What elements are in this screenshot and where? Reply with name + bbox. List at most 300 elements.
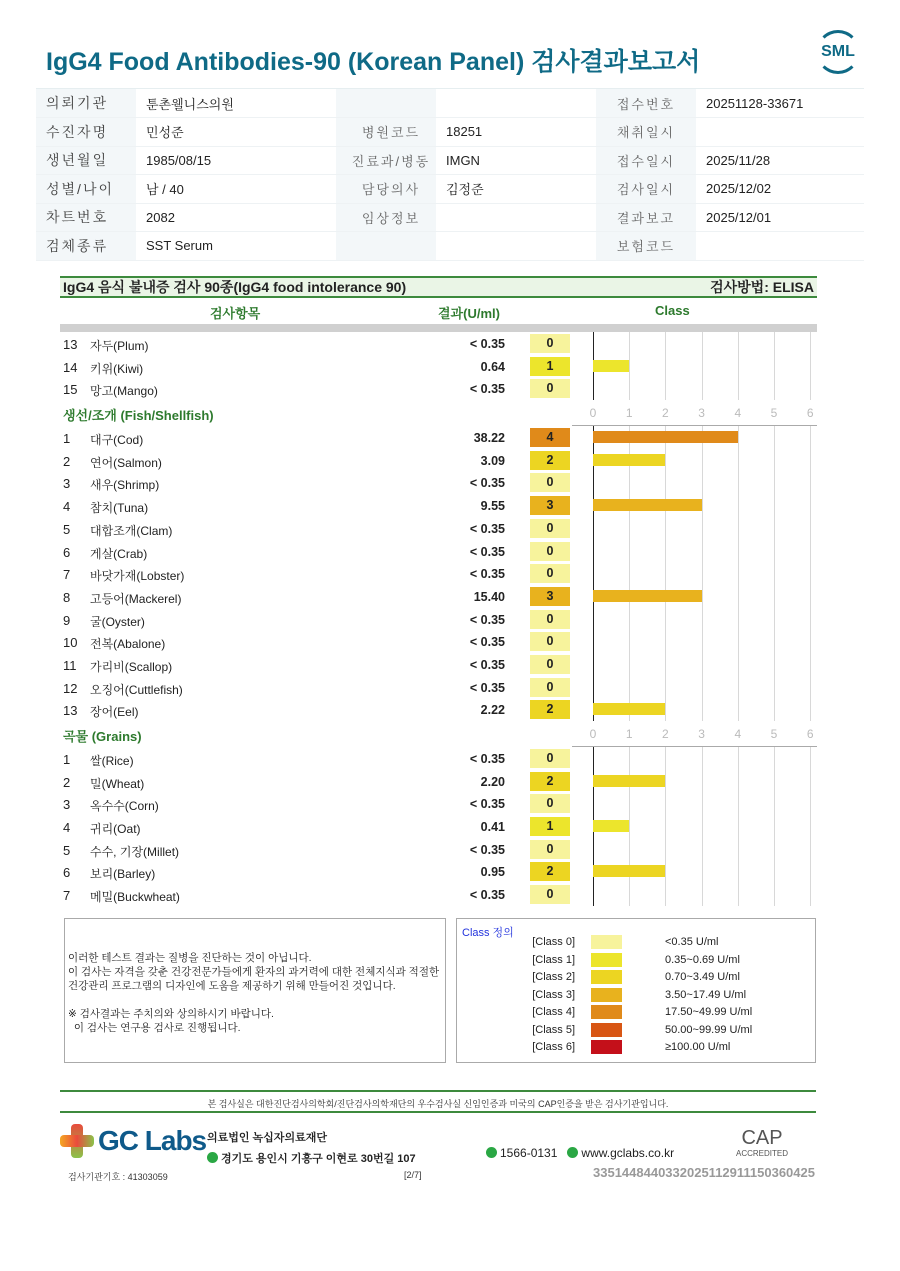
class-range: 0.70~3.49 U/ml: [665, 971, 740, 983]
gridline: [774, 792, 775, 815]
class-swatch: [591, 1023, 622, 1037]
location-icon: [207, 1152, 218, 1163]
class-badge: 0: [530, 749, 570, 768]
gridline: [665, 770, 666, 793]
gridline: [702, 747, 703, 770]
class-def-row: [457, 1004, 815, 1022]
gridline: [593, 747, 594, 770]
class-badge: 0: [530, 542, 570, 561]
table-row: [60, 883, 817, 906]
gridline: [774, 377, 775, 400]
class-def-row: [457, 952, 815, 970]
gridline: [665, 332, 666, 355]
gridline: [774, 517, 775, 540]
cap-text: CAP: [741, 1127, 783, 1149]
gridline: [738, 540, 739, 563]
item-number: 6: [63, 544, 71, 560]
disclaimer-box: [64, 918, 446, 1063]
item-number: 10: [63, 635, 78, 651]
item-name: 바닷가재(Lobster): [90, 569, 185, 584]
gridline: [665, 471, 666, 494]
item-result: < 0.35: [469, 337, 505, 351]
item-name: 귀리(Oat): [90, 822, 141, 837]
gridline: [810, 426, 811, 449]
gridline: [774, 562, 775, 585]
gridline: [774, 355, 775, 378]
class-tick-label: 5: [770, 406, 778, 421]
item-number: 5: [63, 521, 71, 537]
section-title: 곡물 (Grains): [63, 729, 142, 744]
info-value: 민성준: [136, 118, 336, 147]
gridline: [774, 630, 775, 653]
gridline: [593, 377, 594, 400]
gridline: [738, 426, 739, 449]
gridline: [702, 698, 703, 721]
class-label: [Class 2]: [532, 971, 575, 983]
gridline: [810, 355, 811, 378]
gridline: [593, 332, 594, 355]
gridline: [593, 676, 594, 699]
org-info: [207, 1129, 416, 1171]
gridline: [665, 562, 666, 585]
col-class: Class: [655, 303, 690, 318]
info-value: SST Serum: [136, 232, 336, 261]
class-badge: 0: [530, 794, 570, 813]
table-row: [60, 540, 817, 563]
gridline: [810, 860, 811, 883]
gridline: [738, 838, 739, 861]
class-badge: 2: [530, 451, 570, 470]
gridline: [810, 653, 811, 676]
class-def-title: Class 정의: [462, 927, 514, 939]
gridline: [702, 860, 703, 883]
class-def-row: [457, 934, 815, 952]
gridline: [702, 585, 703, 608]
table-row: [60, 630, 817, 653]
table-row: [60, 838, 817, 861]
class-range: 0.35~0.69 U/ml: [665, 953, 740, 966]
class-bar: [593, 590, 702, 602]
class-tick-label: 6: [806, 406, 814, 421]
disclaimer-line: [68, 993, 445, 1007]
item-result: < 0.35: [469, 797, 505, 812]
gridline: [774, 494, 775, 517]
class-tick-label: 0: [589, 727, 597, 741]
gridline: [665, 838, 666, 861]
gridline: [738, 494, 739, 517]
gridline: [774, 860, 775, 883]
class-swatch: [591, 1040, 622, 1054]
gridline: [629, 653, 630, 676]
table-row: [60, 676, 817, 699]
gridline: [593, 838, 594, 861]
info-label: 담당의사: [336, 175, 436, 204]
item-result: < 0.35: [469, 752, 505, 766]
gridline: [810, 540, 811, 563]
item-number: 12: [63, 680, 78, 696]
item-number: 7: [63, 567, 71, 583]
gridline: [629, 815, 630, 838]
table-row: [60, 585, 817, 608]
gridline: [810, 676, 811, 699]
class-badge: 3: [530, 496, 570, 515]
gridline: [738, 355, 739, 378]
info-value: [436, 232, 596, 261]
gridline: [665, 608, 666, 631]
item-number: 14: [63, 359, 78, 375]
info-value: 1985/08/15: [136, 146, 336, 175]
table-row: [60, 698, 817, 721]
item-name: 연어(Salmon): [90, 455, 162, 470]
item-result: < 0.35: [469, 657, 505, 672]
class-tick-label: 2: [662, 406, 669, 421]
item-result: < 0.35: [469, 544, 505, 559]
gridline: [702, 377, 703, 400]
gridline: [702, 770, 703, 793]
cap-logo: [736, 1127, 789, 1162]
gridline: [629, 355, 630, 378]
gridline: [629, 676, 630, 699]
gridline: [593, 883, 594, 906]
class-def-row: [457, 987, 815, 1005]
class-bar: [593, 775, 665, 787]
gridline: [665, 883, 666, 906]
item-name: 밀(Wheat): [90, 776, 145, 791]
class-bar: [593, 865, 665, 877]
phone-icon: [486, 1147, 497, 1158]
table-row: [60, 653, 817, 676]
info-label: 생년월일: [36, 146, 136, 175]
disclaimer-line: 이 검사는 연구용 검사로 진행됩니다.: [68, 1022, 241, 1034]
info-label: 의뢰기관: [36, 89, 136, 118]
class-bar: [593, 454, 665, 466]
info-label: 보험코드: [596, 232, 696, 261]
gridline: [702, 471, 703, 494]
item-number: 7: [63, 888, 71, 904]
gridline: [810, 630, 811, 653]
info-label: 결과보고: [596, 203, 696, 232]
class-label: [Class 6]: [532, 1041, 575, 1053]
item-result: < 0.35: [469, 612, 505, 627]
gridline: [665, 540, 666, 563]
info-value: [436, 89, 596, 118]
gridline: [738, 332, 739, 355]
class-tick-label: 6: [806, 727, 814, 741]
class-range: <0.35 U/ml: [665, 936, 719, 948]
gridline: [774, 815, 775, 838]
class-definition-box: [456, 918, 816, 1063]
gridline: [702, 517, 703, 540]
class-label: [Class 5]: [532, 1023, 575, 1036]
website[interactable]: www.gclabs.co.kr: [581, 1146, 675, 1160]
gridline: [738, 815, 739, 838]
gridline: [738, 770, 739, 793]
sml-logo: SML: [816, 30, 860, 74]
gridline: [665, 860, 666, 883]
info-value: 2025/12/02: [696, 175, 864, 204]
info-value: IMGN: [436, 146, 596, 175]
info-row: [36, 175, 864, 204]
item-result: < 0.35: [469, 476, 505, 491]
info-label: 접수번호: [596, 89, 696, 118]
item-name: 게살(Crab): [90, 546, 148, 561]
item-name: 고등어(Mackerel): [90, 591, 182, 606]
item-result: 2.22: [480, 703, 505, 718]
gridline: [702, 494, 703, 517]
gridline: [593, 471, 594, 494]
gridline: [702, 449, 703, 472]
info-label: 성별/나이: [36, 175, 136, 204]
class-badge: 0: [530, 610, 570, 629]
gridline: [738, 653, 739, 676]
gridline: [665, 517, 666, 540]
section-title: 생선/조개 (Fish/Shellfish): [63, 408, 214, 424]
gridline: [629, 608, 630, 631]
info-value: 김정준: [436, 175, 596, 204]
gridline: [629, 471, 630, 494]
gridline: [738, 517, 739, 540]
item-result: < 0.35: [469, 842, 505, 857]
gridline: [629, 332, 630, 355]
gridline: [738, 608, 739, 631]
gc-labs-logo: [60, 1124, 206, 1158]
table-row: [60, 770, 817, 793]
results-panel: [60, 276, 817, 906]
gridline: [774, 585, 775, 608]
gridline: [810, 377, 811, 400]
disclaimer-line: 이러한 테스트 결과는 질병을 진단하는 것이 아닙니다.: [68, 952, 312, 964]
gridline: [774, 883, 775, 906]
item-name: 메밀(Buckwheat): [90, 890, 180, 905]
item-result: 0.41: [480, 820, 505, 835]
gridline: [702, 883, 703, 906]
gridline: [593, 630, 594, 653]
info-value: [696, 232, 864, 261]
gridline: [810, 585, 811, 608]
info-label: 검체종류: [36, 232, 136, 261]
class-tick-label: 5: [770, 727, 778, 741]
item-number: 2: [63, 453, 71, 469]
gridline: [629, 562, 630, 585]
gridline: [774, 608, 775, 631]
table-row: [60, 449, 817, 472]
gridline: [774, 540, 775, 563]
disclaimer-line: 건강관리 프로그램의 디자인에 도움을 제공하기 위해 만들어진 것입니다.: [68, 980, 396, 992]
home-icon: [567, 1147, 578, 1158]
item-result: < 0.35: [469, 680, 505, 695]
info-label: 진료과/병동: [336, 146, 436, 175]
barcode-number: 3351448440332025112911150360425: [593, 1165, 815, 1180]
gridline: [810, 698, 811, 721]
class-tick-label: 4: [734, 406, 742, 421]
gridline: [774, 747, 775, 770]
contact-info: [486, 1146, 674, 1160]
table-row: [60, 747, 817, 770]
class-def-row: [457, 1039, 815, 1057]
gridline: [774, 770, 775, 793]
gridline: [810, 608, 811, 631]
class-tick-label: 4: [734, 727, 742, 741]
gridline: [774, 471, 775, 494]
gridline: [665, 377, 666, 400]
accreditation-note: 본 검사실은 대한진단검사의학회/진단검사의학재단의 우수검사실 신임인증과 미국의 CAP인증을 받은 검사기관입니다.: [207, 1099, 669, 1109]
info-label: 채취일시: [596, 118, 696, 147]
class-badge: 0: [530, 678, 570, 697]
gridline: [629, 630, 630, 653]
item-result: 15.40: [473, 589, 505, 604]
institution-code: 검사기관기호 : 41303059: [68, 1172, 168, 1182]
patient-info-table: [36, 89, 864, 261]
item-name: 키위(Kiwi): [90, 361, 144, 376]
info-label: 병원코드: [336, 118, 436, 147]
disclaimer-line: ※ 검사결과는 주치의와 상의하시기 바랍니다.: [68, 1008, 274, 1020]
gridline: [702, 562, 703, 585]
class-range: ≥100.00 U/ml: [665, 1041, 731, 1053]
gridline: [810, 770, 811, 793]
class-badge: 1: [530, 817, 570, 836]
item-name: 자두(Plum): [90, 339, 149, 353]
item-number: 5: [63, 842, 71, 858]
table-row: [60, 377, 817, 400]
gridline: [702, 332, 703, 355]
gridline: [593, 562, 594, 585]
address: 경기도 용인시 기흥구 이현로 30번길 107: [221, 1153, 416, 1165]
item-name: 수수, 기장(Millet): [90, 844, 180, 859]
gridline: [738, 585, 739, 608]
info-label: [336, 89, 436, 118]
class-badge: 3: [530, 587, 570, 606]
item-result: 0.95: [480, 865, 505, 880]
info-label: 접수일시: [596, 146, 696, 175]
gridline: [774, 838, 775, 861]
item-number: 6: [63, 865, 71, 881]
gridline: [738, 676, 739, 699]
item-number: 3: [63, 476, 71, 492]
item-name: 망고(Mango): [90, 384, 158, 399]
gridline: [629, 377, 630, 400]
class-swatch: [591, 1005, 622, 1019]
gridline: [738, 860, 739, 883]
item-result: 38.22: [473, 431, 505, 446]
gridline: [629, 838, 630, 861]
info-value: 18251: [436, 118, 596, 147]
table-row: [60, 355, 817, 378]
item-result: < 0.35: [469, 521, 505, 536]
gridline: [738, 630, 739, 653]
gridline: [738, 883, 739, 906]
info-value: 2025/12/01: [696, 203, 864, 232]
class-badge: 0: [530, 655, 570, 674]
col-result: 결과(U/ml): [438, 306, 500, 321]
gridline: [629, 747, 630, 770]
class-def-row: [457, 969, 815, 987]
table-row: [60, 608, 817, 631]
column-headers: [60, 298, 817, 324]
item-name: 옥수수(Corn): [90, 799, 159, 814]
class-bar: [593, 360, 629, 372]
panel-title: IgG4 음식 불내증 검사 90종(IgG4 food intolerance 90): [63, 279, 407, 295]
class-swatch: [591, 953, 622, 967]
class-range: 3.50~17.49 U/ml: [665, 988, 747, 1001]
class-tick-label: 1: [625, 727, 633, 741]
class-badge: 2: [530, 700, 570, 719]
gridline: [665, 815, 666, 838]
class-bar: [593, 499, 702, 511]
class-range: 50.00~99.99 U/ml: [665, 1023, 753, 1036]
class-range: 17.50~49.99 U/ml: [665, 1006, 753, 1018]
gridline: [774, 676, 775, 699]
gridline: [702, 838, 703, 861]
item-number: 13: [63, 703, 78, 719]
gridline: [810, 747, 811, 770]
class-tick-label: 2: [662, 727, 669, 741]
phone: 1566-0131: [500, 1146, 558, 1160]
class-label: [Class 4]: [532, 1006, 575, 1018]
gridline: [774, 449, 775, 472]
info-row: [36, 118, 864, 147]
gridline: [593, 653, 594, 676]
gridline: [593, 517, 594, 540]
info-label: 차트번호: [36, 203, 136, 232]
gridline: [702, 540, 703, 563]
gc-brand: GC Labs: [98, 1125, 207, 1156]
gc-cross-icon: [60, 1124, 94, 1158]
item-name: 새우(Shrimp): [90, 478, 160, 493]
info-value: [696, 118, 864, 147]
gridline: [665, 792, 666, 815]
class-label: [Class 0]: [532, 936, 575, 948]
gridline: [810, 494, 811, 517]
class-tick-label: 3: [698, 727, 705, 741]
gridline: [665, 747, 666, 770]
gridline: [665, 630, 666, 653]
item-result: < 0.35: [469, 382, 505, 397]
class-badge: 0: [530, 840, 570, 859]
item-result: 2.20: [480, 774, 505, 789]
info-label: 검사일시: [596, 175, 696, 204]
item-name: 가리비(Scallop): [90, 659, 173, 674]
disclaimer-line: 이 검사는 자격을 갖춘 건강전문가들에게 환자의 과거력에 대한 전체지식과 적절한: [68, 966, 440, 978]
class-badge: 0: [530, 564, 570, 583]
item-name: 대구(Cod): [90, 433, 144, 448]
gridline: [774, 426, 775, 449]
item-number: 3: [63, 797, 71, 813]
gridline: [702, 792, 703, 815]
cap-sub: ACCREDITED: [736, 1149, 789, 1158]
item-number: 15: [63, 382, 78, 398]
gridline: [810, 332, 811, 355]
gridline: [810, 883, 811, 906]
gridline: [810, 449, 811, 472]
item-result: < 0.35: [469, 888, 505, 903]
gridline: [702, 608, 703, 631]
gridline: [810, 792, 811, 815]
header-separator: [60, 324, 817, 332]
table-row: [60, 471, 817, 494]
item-number: 8: [63, 589, 71, 605]
info-value: 툰촌웰니스의원: [136, 89, 336, 118]
info-row: [36, 89, 864, 118]
gridline: [738, 471, 739, 494]
table-row: [60, 562, 817, 585]
item-result: 0.64: [480, 359, 505, 374]
class-tick-label: 3: [698, 406, 705, 421]
gridline: [593, 792, 594, 815]
item-number: 11: [63, 657, 77, 673]
table-row: [60, 815, 817, 838]
page-number: [2/7]: [404, 1170, 422, 1180]
gridline: [810, 838, 811, 861]
